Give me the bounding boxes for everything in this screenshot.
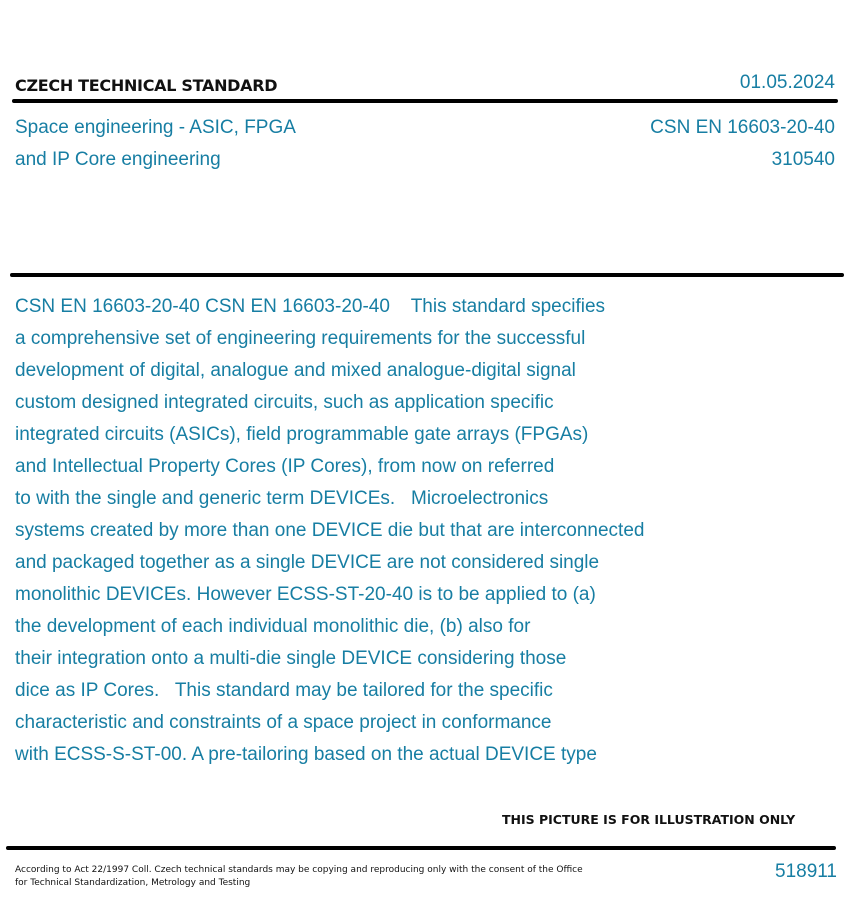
abstract-line: custom designed integrated circuits, such as application specific	[15, 392, 554, 413]
abstract-line: monolithic DEVICEs. However ECSS-ST-20-40 is to be applied to (a)	[15, 584, 596, 605]
legal-notice-line-1: According to Act 22/1997 Coll. Czech technical standards may be copying and reproducing only with the consent of the Office	[15, 865, 583, 875]
standard-title-line-2: and IP Core engineering	[15, 149, 221, 170]
abstract-line: integrated circuits (ASICs), field programmable gate arrays (FPGAs)	[15, 424, 589, 445]
illustration-note: THIS PICTURE IS FOR ILLUSTRATION ONLY	[502, 812, 796, 827]
abstract-line: their integration onto a multi-die single DEVICE considering those	[15, 648, 567, 669]
abstract-line: dice as IP Cores. This standard may be tailored for the specific	[15, 680, 553, 701]
abstract-line: with ECSS-S-ST-00. A pre-tailoring based on the actual DEVICE type	[15, 744, 597, 765]
abstract-line: the development of each individual monolithic die, (b) also for	[15, 616, 531, 637]
abstract-line: and Intellectual Property Cores (IP Cores), from now on referred	[15, 456, 555, 477]
abstract-line: characteristic and constraints of a space project in conformance	[15, 712, 552, 733]
abstract-text	[15, 291, 644, 771]
catalog-number: 310540	[771, 149, 835, 170]
legal-notice-line-2: for Technical Standardization, Metrology and Testing	[15, 878, 251, 888]
standard-type-label: CZECH TECHNICAL STANDARD	[15, 76, 278, 95]
standard-title-line-1: Space engineering - ASIC, FPGA	[15, 117, 296, 138]
abstract-line: a comprehensive set of engineering requirements for the successful	[15, 328, 586, 349]
document-id: 518911	[775, 861, 837, 882]
publication-date: 01.05.2024	[739, 72, 835, 93]
abstract-line: systems created by more than one DEVICE die but that are interconnected	[15, 520, 645, 541]
footer-divider	[6, 846, 836, 850]
abstract-line: to with the single and generic term DEVICEs. Microelectronics	[15, 488, 549, 509]
header-divider	[12, 99, 838, 103]
standard-code: CSN EN 16603-20-40	[650, 117, 835, 138]
title-divider	[10, 273, 844, 277]
abstract-line: and packaged together as a single DEVICE are not considered single	[15, 552, 600, 573]
abstract-line: CSN EN 16603-20-40 CSN EN 16603-20-40 This standard specifies	[15, 296, 606, 317]
abstract-line: development of digital, analogue and mixed analogue-digital signal	[15, 360, 576, 381]
